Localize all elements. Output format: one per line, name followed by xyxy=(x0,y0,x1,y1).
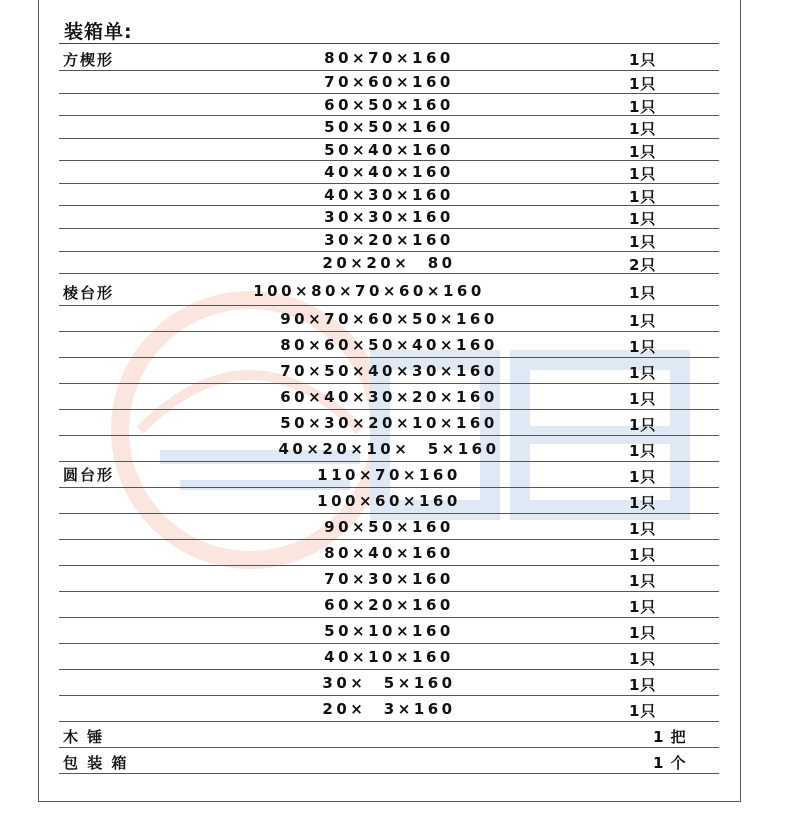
table-row xyxy=(59,696,719,722)
dimension-cell: 80×60×50×40×160 xyxy=(280,336,498,354)
quantity-cell: 1只 xyxy=(629,650,657,668)
quantity-cell: 2只 xyxy=(629,256,657,274)
table-row xyxy=(59,252,719,274)
dimension-cell: 20×20× 80 xyxy=(322,254,456,272)
dimension-cell: 40×30×160 xyxy=(324,186,454,204)
quantity-cell: 1只 xyxy=(629,416,657,434)
table-row xyxy=(59,618,719,644)
quantity-cell: 1只 xyxy=(629,75,657,93)
quantity-cell: 1只 xyxy=(629,598,657,616)
table-row xyxy=(59,274,719,306)
table-row xyxy=(59,436,719,462)
table-row xyxy=(59,206,719,229)
table-row xyxy=(59,47,719,71)
table-row xyxy=(59,592,719,618)
dimension-cell: 80×70×160 xyxy=(324,49,454,67)
dimension-cell: 70×50×40×30×160 xyxy=(280,362,498,380)
dimension-cell: 50×10×160 xyxy=(324,622,454,640)
table-row xyxy=(59,184,719,206)
table-row xyxy=(59,384,719,410)
dimension-cell: 50×40×160 xyxy=(324,141,454,159)
quantity-cell: 1 个 xyxy=(653,754,687,772)
dimension-cell: 90×50×160 xyxy=(324,518,454,536)
item-name: 包 装 箱 xyxy=(63,754,129,772)
dimension-cell: 60×40×30×20×160 xyxy=(280,388,498,406)
quantity-cell: 1只 xyxy=(629,702,657,720)
quantity-cell: 1只 xyxy=(629,676,657,694)
table-row xyxy=(59,358,719,384)
quantity-cell: 1只 xyxy=(629,624,657,642)
quantity-cell: 1只 xyxy=(629,284,657,302)
category-label: 方楔形 xyxy=(63,51,115,69)
dimension-cell: 50×50×160 xyxy=(324,118,454,136)
item-name: 木 锤 xyxy=(63,728,105,746)
table-row xyxy=(59,462,719,488)
dimension-cell: 80×40×160 xyxy=(324,544,454,562)
quantity-cell: 1只 xyxy=(629,390,657,408)
table-row xyxy=(59,332,719,358)
quantity-cell: 1只 xyxy=(629,143,657,161)
quantity-cell: 1 把 xyxy=(653,728,687,746)
dimension-cell: 40×20×10× 5×160 xyxy=(278,440,500,458)
quantity-cell: 1只 xyxy=(629,210,657,228)
dimension-cell: 110×70×160 xyxy=(317,466,461,484)
dimension-cell: 60×50×160 xyxy=(324,96,454,114)
quantity-cell: 1只 xyxy=(629,165,657,183)
category-label: 棱台形 xyxy=(63,284,115,302)
quantity-cell: 1只 xyxy=(629,468,657,486)
quantity-cell: 1只 xyxy=(629,546,657,564)
dimension-cell: 30×20×160 xyxy=(324,231,454,249)
dimension-cell: 30× 5×160 xyxy=(322,674,456,692)
dimension-cell: 90×70×60×50×160 xyxy=(280,310,498,328)
dimension-cell: 100×80×70×60×160 xyxy=(253,282,485,300)
quantity-cell: 1只 xyxy=(629,494,657,512)
table-row xyxy=(59,116,719,139)
quantity-cell: 1只 xyxy=(629,338,657,356)
quantity-cell: 1只 xyxy=(629,233,657,251)
quantity-cell: 1只 xyxy=(629,98,657,116)
dimension-cell: 20× 3×160 xyxy=(322,700,456,718)
page-title: 装箱单: xyxy=(64,21,133,43)
quantity-cell: 1只 xyxy=(629,442,657,460)
table-row xyxy=(59,94,719,116)
dimension-cell: 60×20×160 xyxy=(324,596,454,614)
quantity-cell: 1只 xyxy=(629,520,657,538)
dimension-cell: 40×10×160 xyxy=(324,648,454,666)
table-row xyxy=(59,644,719,670)
dimension-cell: 50×30×20×10×160 xyxy=(280,414,498,432)
table-row xyxy=(59,161,719,184)
quantity-cell: 1只 xyxy=(629,120,657,138)
packing-list-table xyxy=(59,47,719,774)
table-row xyxy=(59,748,719,774)
table-row xyxy=(59,229,719,252)
table-row xyxy=(59,306,719,332)
quantity-cell: 1只 xyxy=(629,572,657,590)
quantity-cell: 1只 xyxy=(629,312,657,330)
quantity-cell: 1只 xyxy=(629,364,657,382)
table-row xyxy=(59,410,719,436)
quantity-cell: 1只 xyxy=(629,188,657,206)
dimension-cell: 100×60×160 xyxy=(317,492,461,510)
table-row xyxy=(59,540,719,566)
table-row xyxy=(59,71,719,94)
table-row xyxy=(59,722,719,748)
dimension-cell: 30×30×160 xyxy=(324,208,454,226)
table-row xyxy=(59,566,719,592)
quantity-cell: 1只 xyxy=(629,51,657,69)
dimension-cell: 70×30×160 xyxy=(324,570,454,588)
table-row xyxy=(59,670,719,696)
table-row xyxy=(59,139,719,161)
dimension-cell: 40×40×160 xyxy=(324,163,454,181)
dimension-cell: 70×60×160 xyxy=(324,73,454,91)
category-label: 圆台形 xyxy=(63,466,115,484)
table-row xyxy=(59,488,719,514)
title-divider xyxy=(59,43,719,44)
table-row xyxy=(59,514,719,540)
